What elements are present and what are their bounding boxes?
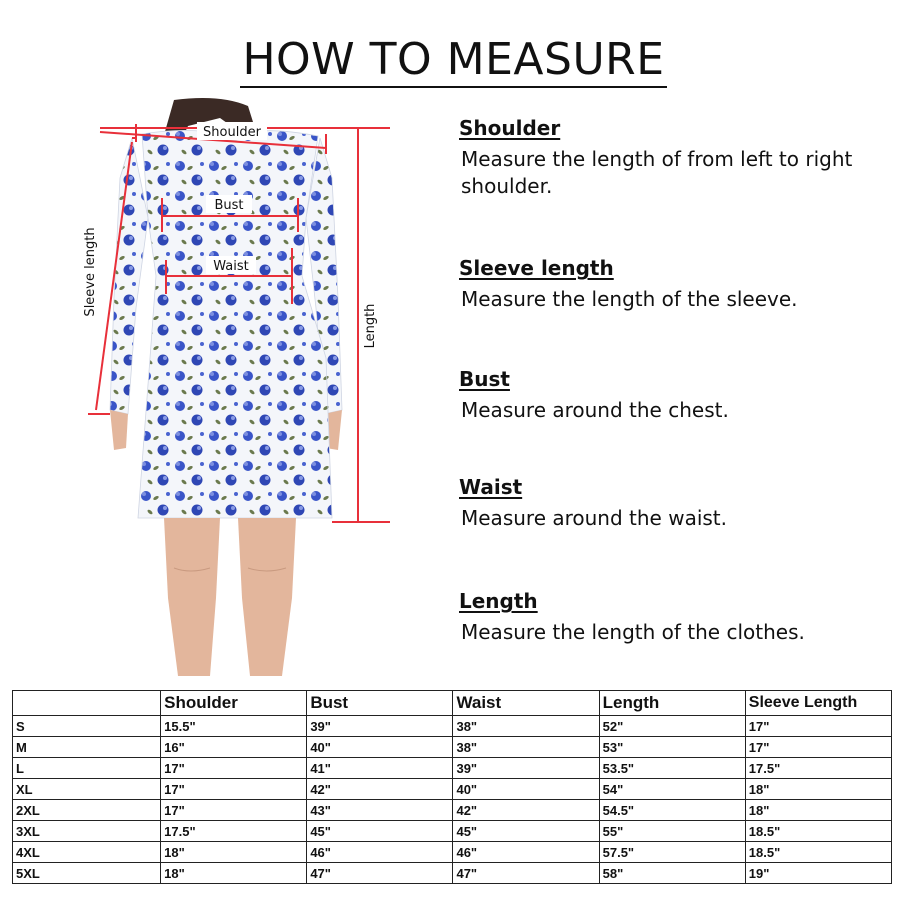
table-cell: 17.5" [745, 758, 891, 779]
table-cell: 46" [307, 842, 453, 863]
size-cell: 4XL [13, 842, 161, 863]
table-cell: 55" [599, 821, 745, 842]
table-cell: 18" [745, 779, 891, 800]
table-cell: 17" [161, 800, 307, 821]
table-cell: 42" [307, 779, 453, 800]
header-cell: Shoulder [161, 691, 307, 716]
header-cell: Bust [307, 691, 453, 716]
section-desc: Measure the length of the clothes. [461, 620, 805, 644]
section-desc: Measure the length of the sleeve. [461, 287, 798, 311]
shoulder-label: Shoulder [203, 125, 261, 140]
table-row [13, 716, 892, 737]
sleeve-length-label: Sleeve length [83, 227, 98, 317]
table-cell: 17" [745, 716, 891, 737]
table-cell: 19" [745, 863, 891, 884]
table-cell: 18.5" [745, 821, 891, 842]
section-bust [459, 367, 899, 424]
table-cell: 42" [453, 800, 599, 821]
table-row [13, 863, 892, 884]
section-desc: Measure around the chest. [461, 398, 729, 422]
table-cell: 39" [453, 758, 599, 779]
table-cell: 53.5" [599, 758, 745, 779]
table-cell: 54" [599, 779, 745, 800]
section-title: Length [459, 589, 538, 613]
table-cell: 17" [745, 737, 891, 758]
header-cell: Length [599, 691, 745, 716]
table-cell: 52" [599, 716, 745, 737]
table-cell: 58" [599, 863, 745, 884]
table-cell: 38" [453, 716, 599, 737]
table-cell: 45" [307, 821, 453, 842]
table-cell: 18" [161, 863, 307, 884]
table-cell: 17" [161, 758, 307, 779]
header-cell: Waist [453, 691, 599, 716]
table-cell: 54.5" [599, 800, 745, 821]
size-cell: L [13, 758, 161, 779]
section-title: Bust [459, 367, 510, 391]
section-waist [459, 475, 899, 532]
table-cell: 57.5" [599, 842, 745, 863]
page-title [0, 34, 907, 85]
waist-label: Waist [213, 259, 249, 274]
measurement-figure [70, 98, 410, 676]
table-row [13, 779, 892, 800]
size-cell: M [13, 737, 161, 758]
length-label: Length [363, 303, 378, 349]
header-cell [13, 691, 161, 716]
table-cell: 46" [453, 842, 599, 863]
table-row [13, 821, 892, 842]
dress-illustration [70, 98, 410, 676]
table-header-row [13, 691, 892, 716]
table-cell: 40" [307, 737, 453, 758]
table-cell: 18" [161, 842, 307, 863]
size-cell: 5XL [13, 863, 161, 884]
table-cell: 39" [307, 716, 453, 737]
section-title: Shoulder [459, 116, 561, 140]
section-desc: Measure the length of from left to right shoulder. [461, 147, 853, 198]
table-cell: 47" [453, 863, 599, 884]
header-cell: Sleeve Length [745, 691, 891, 716]
table-cell: 41" [307, 758, 453, 779]
table-cell: 38" [453, 737, 599, 758]
table-cell: 15.5" [161, 716, 307, 737]
section-length [459, 589, 899, 646]
size-cell: 2XL [13, 800, 161, 821]
section-title: Waist [459, 475, 523, 499]
size-table [12, 690, 892, 884]
table-row [13, 758, 892, 779]
table-cell: 47" [307, 863, 453, 884]
section-title: Sleeve length [459, 256, 614, 280]
table-cell: 16" [161, 737, 307, 758]
section-sleeve-length [459, 256, 899, 313]
size-cell: XL [13, 779, 161, 800]
table-cell: 53" [599, 737, 745, 758]
table-cell: 43" [307, 800, 453, 821]
page-title-text: HOW TO MEASURE [240, 34, 666, 88]
table-cell: 18.5" [745, 842, 891, 863]
table-row [13, 800, 892, 821]
bust-label: Bust [214, 198, 244, 213]
size-cell: S [13, 716, 161, 737]
section-desc: Measure around the waist. [461, 506, 728, 530]
table-row [13, 842, 892, 863]
table-cell: 18" [745, 800, 891, 821]
table-row [13, 737, 892, 758]
table-cell: 45" [453, 821, 599, 842]
table-cell: 17.5" [161, 821, 307, 842]
size-cell: 3XL [13, 821, 161, 842]
table-cell: 40" [453, 779, 599, 800]
table-cell: 17" [161, 779, 307, 800]
section-shoulder [459, 116, 899, 200]
